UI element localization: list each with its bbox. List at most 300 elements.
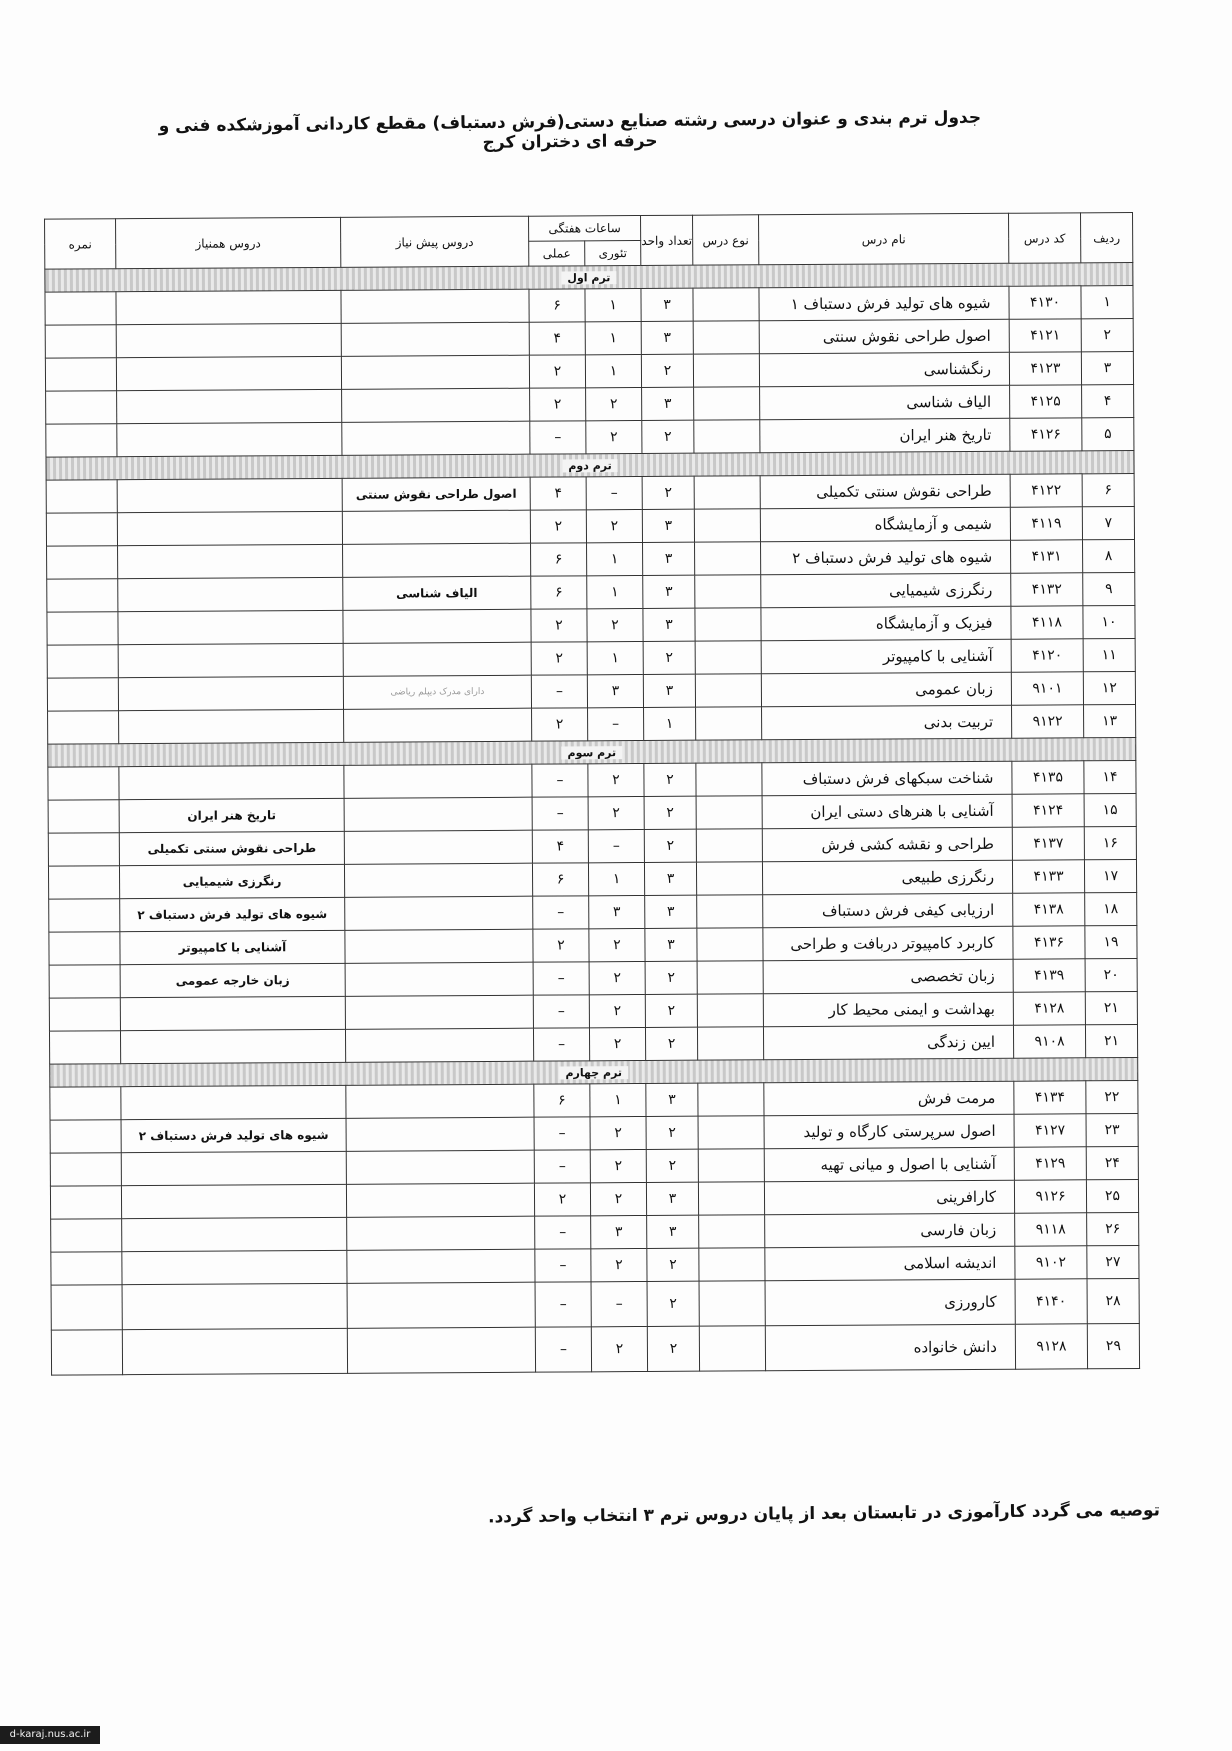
units-cell: ۳: [642, 387, 694, 420]
course-code-cell: ۴۱۳۴: [1014, 1081, 1086, 1114]
row-number-cell: ۱۰: [1083, 605, 1135, 638]
row-number-cell: ۲۱: [1085, 1024, 1137, 1057]
row-number-cell: ۲۵: [1086, 1179, 1138, 1212]
header-grade: نمره: [45, 219, 116, 269]
units-cell: ۱: [644, 707, 696, 740]
theory-hours-cell: ۳: [589, 895, 645, 928]
row-number-cell: ۹: [1083, 572, 1135, 605]
course-name-cell: فیزیک و آزمایشگاه: [761, 606, 1011, 641]
course-name-cell: اصول طراحی نقوش سنتی: [759, 319, 1009, 354]
grade-cell: [51, 1252, 122, 1285]
row-number-cell: ۸: [1083, 539, 1135, 572]
theory-hours-cell: ۲: [586, 509, 642, 542]
term-label: ترم اول: [561, 271, 616, 284]
prerequisite-cell: [344, 797, 532, 831]
practical-hours-cell: –: [535, 1216, 591, 1249]
course-name-cell: کارافرینی: [764, 1180, 1014, 1215]
row-number-cell: ۲۶: [1087, 1212, 1139, 1245]
course-name-cell: الیاف شناسی: [760, 385, 1010, 420]
course-type-cell: [694, 476, 760, 509]
course-type-cell: [695, 608, 761, 641]
footnote: توصیه می گردد کارآموزی در تابستان بعد از پایان دروس ترم ۳ انتخاب واحد گردد.: [487, 1500, 1161, 1528]
course-name-cell: دانش خانواده: [765, 1324, 1015, 1371]
course-type-cell: [696, 707, 762, 740]
row-number-cell: ۲۹: [1087, 1323, 1139, 1368]
course-code-cell: ۴۱۳۳: [1012, 860, 1084, 893]
corequisite-cell: طراحی نقوش سنتی تکمیلی: [119, 831, 344, 865]
practical-hours-cell: ۲: [529, 355, 585, 388]
row-number-cell: ۱۴: [1084, 760, 1136, 793]
corequisite-cell: [122, 1217, 347, 1251]
practical-hours-cell: ۲: [534, 1183, 590, 1216]
grade-cell: [50, 1186, 121, 1219]
course-type-cell: [696, 862, 762, 895]
corequisite-cell: [122, 1250, 347, 1284]
units-cell: ۲: [645, 994, 697, 1027]
units-cell: ۳: [646, 1083, 698, 1116]
grade-cell: [47, 579, 118, 612]
grade-cell: [49, 932, 120, 965]
prerequisite-cell: اصول طراحی نقوش سنتی: [342, 477, 530, 511]
prerequisite-cell: [347, 1249, 535, 1283]
practical-hours-cell: –: [533, 962, 589, 995]
practical-hours-cell: –: [533, 995, 589, 1028]
practical-hours-cell: ۲: [533, 929, 589, 962]
row-number-cell: ۳: [1081, 351, 1133, 384]
corequisite-cell: تاریخ هنر ایران: [119, 798, 344, 832]
theory-hours-cell: –: [586, 476, 642, 509]
prerequisite-cell: الیاف شناسی: [343, 576, 531, 610]
course-name-cell: طراحی نقوش سنتی تکمیلی: [760, 474, 1010, 509]
grade-cell: [51, 1219, 122, 1252]
prerequisite-cell: [342, 388, 530, 422]
corequisite-cell: زبان خارجه عمومی: [120, 963, 345, 997]
row-number-cell: ۲۲: [1086, 1080, 1138, 1113]
practical-hours-cell: –: [533, 1028, 589, 1061]
prerequisite-cell: [343, 609, 531, 643]
practical-hours-cell: ۲: [530, 510, 586, 543]
practical-hours-cell: ۶: [531, 543, 587, 576]
course-type-cell: [697, 1027, 763, 1060]
course-name-cell: شیمی و آزمایشگاه: [760, 507, 1010, 542]
row-number-cell: ۱۵: [1084, 793, 1136, 826]
theory-hours-cell: ۱: [587, 542, 643, 575]
prerequisite-cell: [344, 708, 532, 742]
course-code-cell: ۹۱۰۸: [1013, 1025, 1085, 1058]
course-code-cell: ۴۱۲۱: [1009, 319, 1081, 352]
course-type-cell: [697, 895, 763, 928]
course-code-cell: ۹۱۱۸: [1015, 1213, 1087, 1246]
practical-hours-cell: ۶: [529, 289, 585, 322]
practical-hours-cell: –: [530, 421, 586, 454]
course-code-cell: ۴۱۳۷: [1012, 827, 1084, 860]
row-number-cell: ۱۲: [1083, 671, 1135, 704]
units-cell: ۲: [644, 829, 696, 862]
theory-hours-cell: ۲: [588, 763, 644, 796]
course-code-cell: ۴۱۳۸: [1013, 893, 1085, 926]
row-number-cell: ۲۴: [1086, 1146, 1138, 1179]
row-number-cell: ۲۱: [1085, 991, 1137, 1024]
corequisite-cell: [118, 643, 343, 677]
table-body: [45, 262, 1140, 1375]
corequisite-cell: [116, 290, 341, 324]
grade-cell: [49, 899, 120, 932]
course-code-cell: ۴۱۳۶: [1013, 926, 1085, 959]
corequisite-cell: [119, 765, 344, 799]
grade-cell: [47, 645, 118, 678]
course-name-cell: کاربرد کامپیوتر دربافت و طراحی: [763, 926, 1013, 961]
practical-hours-cell: –: [533, 896, 589, 929]
course-type-cell: [697, 928, 763, 961]
row-number-cell: ۲: [1081, 318, 1133, 351]
corequisite-cell: [117, 422, 342, 456]
grade-cell: [47, 612, 118, 645]
corequisite-cell: [122, 1283, 347, 1329]
row-number-cell: ۲۸: [1087, 1278, 1139, 1323]
table-row: [51, 1323, 1139, 1375]
practical-hours-cell: –: [534, 1117, 590, 1150]
units-cell: ۳: [641, 288, 693, 321]
course-name-cell: آشنایی با اصول و میانی تهیه: [764, 1147, 1014, 1182]
prerequisite-cell: [341, 355, 529, 389]
units-cell: ۲: [641, 354, 693, 387]
practical-hours-cell: –: [535, 1249, 591, 1282]
prerequisite-cell: [341, 289, 529, 323]
units-cell: ۳: [645, 928, 697, 961]
term-label: ترم چهارم: [559, 1066, 628, 1079]
theory-hours-cell: ۱: [587, 641, 643, 674]
course-code-cell: ۴۱۲۴: [1012, 794, 1084, 827]
theory-hours-cell: ۳: [591, 1215, 647, 1248]
course-name-cell: زبان تخصصی: [763, 959, 1013, 994]
units-cell: ۳: [643, 575, 695, 608]
theory-hours-cell: ۲: [589, 928, 645, 961]
corequisite-cell: [121, 1151, 346, 1185]
course-type-cell: [698, 1116, 764, 1149]
units-cell: ۳: [643, 542, 695, 575]
theory-hours-cell: –: [588, 707, 644, 740]
units-cell: ۲: [646, 1116, 698, 1149]
page-title: جدول ترم بندی و عنوان درسی رشته صنایع دستی(فرش دستباف) مقطع کاردانی آموزشکده فنی و حرفه ای دختران کرج: [158, 107, 982, 153]
corequisite-cell: [116, 323, 341, 357]
prerequisite-cell: [346, 1084, 534, 1118]
course-name-cell: آشنایی با هنرهای دستی ایران: [762, 794, 1012, 829]
grade-cell: [45, 325, 116, 358]
course-code-cell: ۴۱۲۹: [1014, 1147, 1086, 1180]
prerequisite-cell: [345, 962, 533, 996]
table-header: [45, 212, 1133, 269]
theory-hours-cell: ۱: [590, 1083, 646, 1116]
units-cell: ۳: [647, 1215, 699, 1248]
corequisite-cell: شیوه های تولید فرش دستباف ۲: [121, 1118, 346, 1152]
term-label: ترم سوم: [561, 746, 622, 759]
units-cell: ۳: [643, 608, 695, 641]
course-type-cell: [693, 288, 759, 321]
grade-cell: [49, 998, 120, 1031]
theory-hours-cell: ۲: [588, 796, 644, 829]
header-units: تعداد واحد: [641, 215, 693, 265]
course-name-cell: تاریخ هنر ایران: [760, 418, 1010, 453]
corequisite-cell: [121, 1184, 346, 1218]
prerequisite-cell: [341, 322, 529, 356]
course-type-cell: [698, 1182, 764, 1215]
course-name-cell: زبان عمومی: [761, 672, 1011, 707]
theory-hours-cell: ۲: [586, 420, 642, 453]
units-cell: ۲: [644, 763, 696, 796]
grade-cell: [46, 480, 117, 513]
practical-hours-cell: ۲: [530, 388, 586, 421]
prerequisite-cell: [344, 764, 532, 798]
header-practical: عملی: [529, 241, 585, 266]
course-type-cell: [696, 763, 762, 796]
course-type-cell: [696, 796, 762, 829]
course-code-cell: ۴۱۱۹: [1010, 507, 1082, 540]
course-code-cell: ۴۱۲۳: [1009, 352, 1081, 385]
corequisite-cell: [118, 544, 343, 578]
theory-hours-cell: ۳: [587, 674, 643, 707]
course-table-wrapper: [44, 212, 1139, 1376]
units-cell: ۲: [647, 1326, 699, 1371]
practical-hours-cell: ۶: [532, 863, 588, 896]
prerequisite-cell: [347, 1327, 535, 1373]
units-cell: ۲: [645, 1027, 697, 1060]
course-type-cell: [697, 961, 763, 994]
row-number-cell: ۱۸: [1085, 892, 1137, 925]
units-cell: ۲: [647, 1281, 699, 1326]
row-number-cell: ۲۳: [1086, 1113, 1138, 1146]
theory-hours-cell: ۲: [586, 387, 642, 420]
grade-cell: [47, 678, 118, 711]
theory-hours-cell: ۲: [590, 1149, 646, 1182]
grade-cell: [48, 800, 119, 833]
course-name-cell: ایین زندگی: [763, 1025, 1013, 1060]
units-cell: ۳: [644, 862, 696, 895]
practical-hours-cell: –: [532, 797, 588, 830]
course-type-cell: [694, 387, 760, 420]
prerequisite-cell: [343, 543, 531, 577]
prerequisite-cell: [344, 863, 532, 897]
prerequisite-cell: [343, 642, 531, 676]
practical-hours-cell: ۴: [529, 322, 585, 355]
course-name-cell: ارزیابی کیفی فرش دستباف: [763, 893, 1013, 928]
grade-cell: [48, 866, 119, 899]
handwritten-note-cell: دارای مدرک دیپلم ریاضی: [343, 675, 531, 709]
course-type-cell: [695, 542, 761, 575]
course-type-cell: [699, 1215, 765, 1248]
corequisite-cell: [121, 1085, 346, 1119]
corequisite-cell: [118, 577, 343, 611]
units-cell: ۲: [646, 1149, 698, 1182]
course-name-cell: رنگشناسی: [759, 352, 1009, 387]
theory-hours-cell: ۱: [585, 322, 641, 355]
header-course-name: نام درس: [759, 213, 1009, 265]
course-code-cell: ۴۱۳۲: [1011, 573, 1083, 606]
course-code-cell: ۴۱۳۹: [1013, 959, 1085, 992]
term-label: ترم دوم: [562, 459, 618, 472]
course-code-cell: ۴۱۱۸: [1011, 606, 1083, 639]
course-code-cell: ۹۱۰۲: [1015, 1246, 1087, 1279]
corequisite-cell: [120, 996, 345, 1030]
row-number-cell: ۲۷: [1087, 1245, 1139, 1278]
prerequisite-cell: [346, 1150, 534, 1184]
practical-hours-cell: –: [532, 764, 588, 797]
practical-hours-cell: –: [535, 1327, 591, 1372]
prerequisite-cell: [344, 830, 532, 864]
practical-hours-cell: ۴: [532, 830, 588, 863]
course-name-cell: بهداشت و ایمنی محیط کار: [763, 992, 1013, 1027]
course-code-cell: ۹۱۲۶: [1014, 1180, 1086, 1213]
course-type-cell: [698, 1149, 764, 1182]
row-number-cell: ۱۶: [1084, 826, 1136, 859]
practical-hours-cell: ۴: [530, 477, 586, 510]
row-number-cell: ۲۰: [1085, 958, 1137, 991]
theory-hours-cell: ۲: [591, 1248, 647, 1281]
row-number-cell: ۵: [1082, 417, 1134, 450]
header-row-number: ردیف: [1081, 212, 1133, 262]
corequisite-cell: [122, 1328, 347, 1374]
practical-hours-cell: –: [534, 1150, 590, 1183]
grade-cell: [48, 711, 119, 744]
corequisite-cell: شیوه های تولید فرش دستباف ۲: [120, 897, 345, 931]
course-code-cell: ۴۱۳۰: [1009, 286, 1081, 319]
row-number-cell: ۷: [1082, 506, 1134, 539]
prerequisite-cell: [342, 421, 530, 455]
course-type-cell: [695, 674, 761, 707]
header-prerequisites: دروس پیش نیاز: [341, 216, 529, 267]
row-number-cell: ۱۳: [1084, 704, 1136, 737]
grade-cell: [50, 1120, 121, 1153]
prerequisite-cell: [346, 1117, 534, 1151]
grade-cell: [46, 391, 117, 424]
units-cell: ۲: [642, 420, 694, 453]
course-type-cell: [695, 575, 761, 608]
course-type-cell: [699, 1281, 765, 1326]
header-course-type: نوع درس: [693, 215, 759, 265]
row-number-cell: ۴: [1082, 384, 1134, 417]
theory-hours-cell: ۱: [585, 289, 641, 322]
theory-hours-cell: ۲: [587, 608, 643, 641]
units-cell: ۳: [646, 1182, 698, 1215]
corequisite-cell: [117, 511, 342, 545]
theory-hours-cell: ۲: [589, 994, 645, 1027]
course-code-cell: ۹۱۲۲: [1012, 705, 1084, 738]
prerequisite-cell: [345, 1028, 533, 1062]
theory-hours-cell: ۲: [591, 1326, 647, 1371]
units-cell: ۲: [642, 476, 694, 509]
grade-cell: [48, 767, 119, 800]
units-cell: ۲: [645, 961, 697, 994]
practical-hours-cell: ۲: [532, 708, 588, 741]
course-name-cell: زبان فارسی: [765, 1213, 1015, 1248]
course-name-cell: آشنایی با کامپیوتر: [761, 639, 1011, 674]
course-type-cell: [698, 1083, 764, 1116]
corequisite-cell: [120, 1029, 345, 1063]
practical-hours-cell: ۶: [531, 576, 587, 609]
grade-cell: [45, 292, 116, 325]
prerequisite-cell: [347, 1282, 535, 1328]
course-name-cell: رنگرزی شیمیایی: [761, 573, 1011, 608]
course-table: [44, 212, 1140, 1376]
row-number-cell: ۱۹: [1085, 925, 1137, 958]
theory-hours-cell: ۱: [587, 575, 643, 608]
row-number-cell: ۱: [1081, 285, 1133, 318]
course-type-cell: [695, 641, 761, 674]
course-code-cell: ۹۱۲۸: [1015, 1324, 1087, 1369]
table-row: [51, 1278, 1139, 1330]
course-type-cell: [693, 354, 759, 387]
course-type-cell: [694, 420, 760, 453]
course-code-cell: ۴۱۳۵: [1012, 761, 1084, 794]
practical-hours-cell: ۲: [531, 642, 587, 675]
grade-cell: [50, 1087, 121, 1120]
grade-cell: [45, 358, 116, 391]
corequisite-cell: رنگرزی شیمیایی: [119, 864, 344, 898]
prerequisite-cell: [346, 1183, 534, 1217]
prerequisite-cell: [345, 929, 533, 963]
course-code-cell: ۴۱۴۰: [1015, 1279, 1087, 1324]
course-type-cell: [693, 321, 759, 354]
grade-cell: [49, 965, 120, 998]
units-cell: ۲: [647, 1248, 699, 1281]
course-name-cell: تربیت بدنی: [762, 705, 1012, 740]
practical-hours-cell: –: [535, 1282, 591, 1327]
course-type-cell: [696, 829, 762, 862]
course-code-cell: ۴۱۳۱: [1011, 540, 1083, 573]
grade-cell: [49, 1031, 120, 1064]
course-name-cell: رنگرزی طبیعی: [762, 860, 1012, 895]
theory-hours-cell: ۱: [588, 862, 644, 895]
site-watermark: d-karaj.nus.ac.ir: [0, 1726, 100, 1744]
corequisite-cell: [119, 709, 344, 743]
course-code-cell: ۴۱۲۶: [1010, 418, 1082, 451]
grade-cell: [51, 1330, 122, 1375]
course-type-cell: [699, 1248, 765, 1281]
course-code-cell: ۴۱۲۸: [1013, 992, 1085, 1025]
header-course-code: کد درس: [1009, 213, 1081, 263]
course-code-cell: ۴۱۲۷: [1014, 1114, 1086, 1147]
theory-hours-cell: ۲: [590, 1182, 646, 1215]
corequisite-cell: [118, 610, 343, 644]
header-corequisites: دروس همنیاز: [116, 217, 341, 268]
row-number-cell: ۱۷: [1084, 859, 1136, 892]
course-name-cell: شیوه های تولید فرش دستباف ۱: [759, 286, 1009, 321]
theory-hours-cell: ۱: [585, 354, 641, 387]
course-code-cell: ۹۱۰۱: [1011, 672, 1083, 705]
row-number-cell: ۱۱: [1083, 638, 1135, 671]
theory-hours-cell: ۲: [589, 961, 645, 994]
course-name-cell: طراحی و نقشه کشی فرش: [762, 827, 1012, 862]
prerequisite-cell: [345, 896, 533, 930]
theory-hours-cell: ۲: [590, 1116, 646, 1149]
corequisite-cell: آشنایی با کامپیوتر: [120, 930, 345, 964]
theory-hours-cell: ۲: [589, 1027, 645, 1060]
course-type-cell: [694, 509, 760, 542]
grade-cell: [51, 1285, 122, 1330]
grade-cell: [46, 424, 117, 457]
corequisite-cell: [117, 389, 342, 423]
corequisite-cell: [117, 478, 342, 512]
course-code-cell: ۴۱۲۵: [1010, 385, 1082, 418]
course-type-cell: [697, 994, 763, 1027]
course-name-cell: اصول سرپرستی کارگاه و تولید: [764, 1114, 1014, 1149]
grade-cell: [46, 513, 117, 546]
course-code-cell: ۴۱۲۲: [1010, 474, 1082, 507]
grade-cell: [47, 546, 118, 579]
units-cell: ۳: [641, 321, 693, 354]
course-name-cell: اندیشه اسلامی: [765, 1246, 1015, 1281]
practical-hours-cell: –: [531, 675, 587, 708]
prerequisite-cell: [342, 510, 530, 544]
